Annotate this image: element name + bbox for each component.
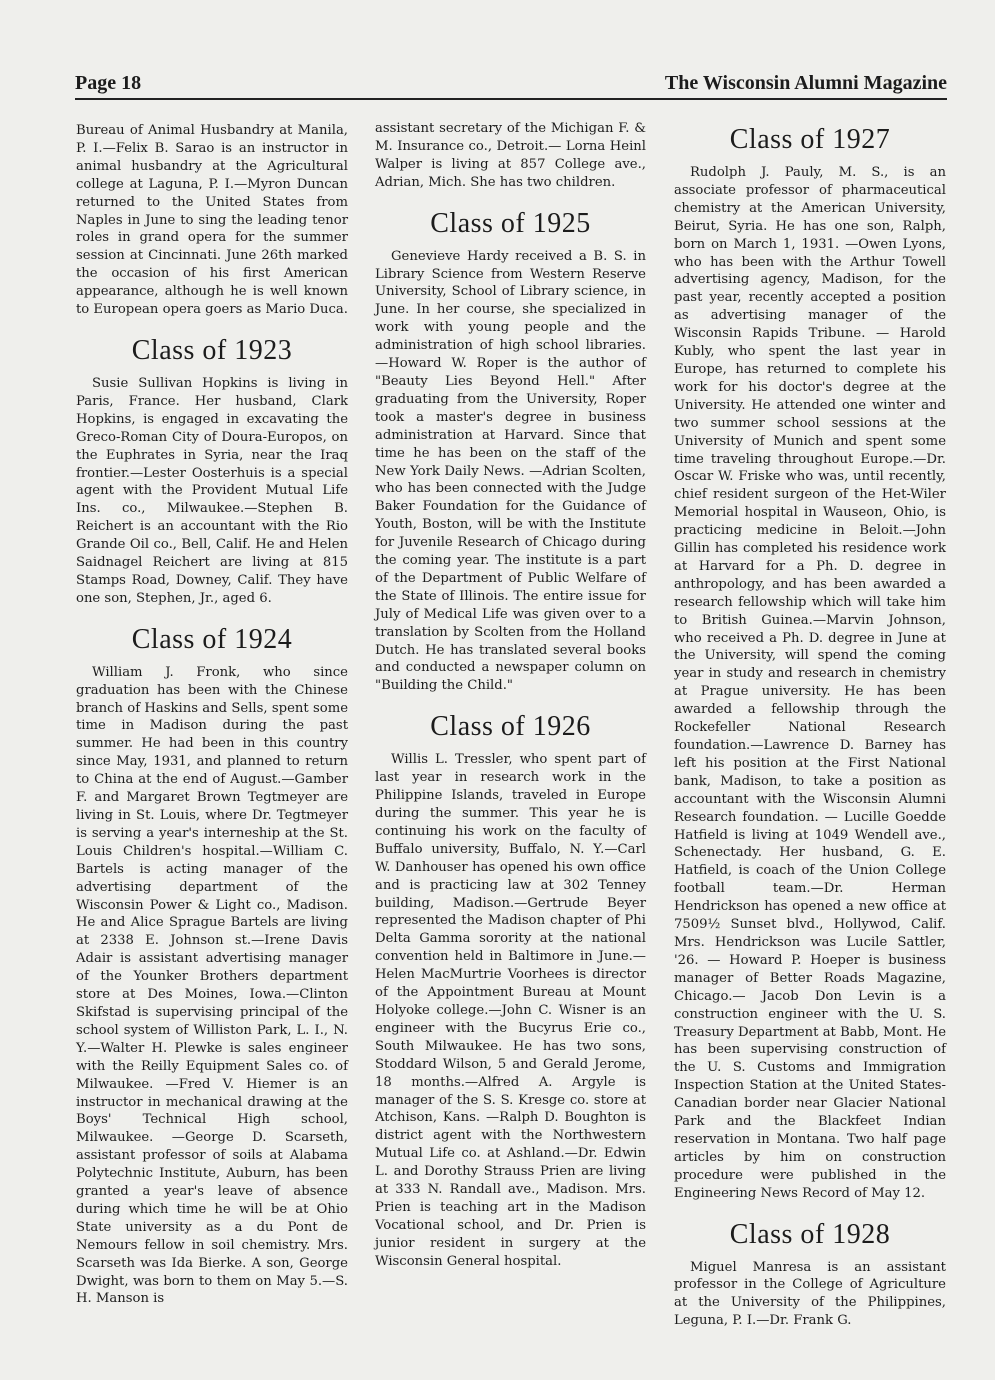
class-1923-paragraph: Susie Sullivan Hopkins is living in Paris, France. Her husband, Clark Hopkins, is engaged in excavating the Greco-Roman City of Doura-Europos, on the Euphrates in Syria, near the Iraq frontier.—Lester Oosterhuis is a special agent with the Provident Mutual Life Ins. co., Milwaukee.—Stephen B. Reichert is an accountant with the Rio Grande Oil co., Bell, Calif. He and Helen Saidnagel Reichert are living at 815 Stamps Road, Downey, Calif. They have one son, Stephen, Jr., aged 6. (76, 375, 348, 606)
class-1928-paragraph: Miguel Manresa is an assistant professor in the College of Agriculture at the University of the Philippines, Leguna, P. I.—Dr. Frank G. (674, 1259, 946, 1329)
col1-intro-paragraph: Bureau of Animal Husbandry at Manila, P. I.—Felix B. Sarao is an instructor in animal husbandry at the Agricultural college at Laguna, P. I.—Myron Duncan returned to the United States from Naples in June to sing the leading tenor roles in grand opera for the summer session at Cincinnati. June 26th marked the occasion of his first American appearance, although he is well known to European opera goers as Mario Duca. (76, 123, 348, 318)
column-middle (375, 120, 646, 1271)
page-header (75, 72, 947, 100)
col2-intro-paragraph: assistant secretary of the Michigan F. & M. Insurance co., Detroit.— Lorna Heinl Walper is living at 857 College ave., Adrian, Mich. She has two children. (375, 121, 646, 190)
heading-class-1924: Class of 1924 (131, 623, 293, 655)
heading-class-1925: Class of 1925 (430, 207, 591, 239)
page-number: Page 18 (75, 72, 142, 94)
column-left (76, 122, 348, 1308)
heading-class-1926: Class of 1926 (430, 711, 591, 743)
class-1925-paragraph: Genevieve Hardy received a B. S. in Library Science from Western Reserve University, School of Library science, in June. In her course, she specialized in work with young people and the administration of high school libraries. —Howard W. Roper is the author of "Beauty Lies Beyond Hell." After graduating from the University, Roper took a master's degree in business administration at Harvard. Since that time he has been on the staff of the New York Daily News. —Adrian Scolten, who has been connected with the Judge Baker Foundation for the Guidance of Youth, Boston, will be with the Institute for Juvenile Research of Chicago during the coming year. The institute is a part of the Department of Public Welfare of the State of Illinois. The entire issue for July of Medical Life was given over to a translation by Scolten from the Holland Dutch. He has translated several books and conducted a newspaper column on "Building the Child." (375, 248, 646, 694)
heading-class-1923: Class of 1923 (131, 334, 293, 366)
heading-class-1927: Class of 1927 (729, 124, 891, 155)
class-1926-paragraph: Willis L. Tressler, who spent part of last year in research work in the Philippine Islands, traveled in Europe during the summer. This year he is continuing his work on the faculty of Buffalo university, Buffalo, N. Y.—Carl W. Danhouser has opened his own office and is practicing law at 302 Tenney building, Madison.—Gertrude Beyer represented the Madison chapter of Phi Delta Gamma sorority at the national convention held in Baltimore in June.—Helen MacMurtrie Voorhees is director of the Appointment Bureau at Mount Holyoke college.—John C. Wisner is an engineer with the Bucyrus Erie co., South Milwaukee. He has two sons, Stoddard Wilson, 5 and Gerald Jerome, 18 months.—Alfred A. Argyle is manager of the S. S. Kresge co. store at Atchison, Kans. —Ralph D. Boughton is district agent with the Northwestern Mutual Life co. at Ashland.—Dr. Edwin L. and Dorothy Strauss Prien are living at 333 N. Randall ave., Madison. Mrs. Prien is teaching art in the Madison Vocational school, and Dr. Prien is junior resident in surgery at the Wisconsin General hospital. (375, 752, 646, 1269)
class-1924-paragraph: William J. Fronk, who since graduation has been with the Chinese branch of Haskins and Sells, spent some time in Madison during the past summer. He had been in this country since May, 1931, and planned to return to China at the end of August.—Gamber F. and Margaret Brown Tegtmeyer are living in St. Louis, where Dr. Tegtmeyer is serving a year's interneship at the St. Louis Children's hospital.—William C. Bartels is acting manager of the advertising department of the Wisconsin Power & Light co., Madison. He and Alice Sprague Bartels are living at 2338 E. Johnson st.—Irene Davis Adair is assistant advertising manager of the Younker Brothers department store at Des Moines, Iowa.—Clinton Skifstad is supervising principal of the school system of Williston Park, L. I., N. Y.—Walter H. Plewke is sales engineer with the Reilly Equipment Sales co. of Milwaukee. —Fred V. Hiemer is an instructor in mechanical drawing at the Boys' Technical High school, Milwaukee. —George D. Scarseth, assistant professor of soils at Alabama Polytechnic Institute, Auburn, has been granted a year's leave of absence during which time he will be at Ohio State university as a du Pont de Nemours fellow in soil chemistry. Mrs. Scarseth was Ida Bierke. A son, George Dwight, was born to them on May 5.—S. H. Manson is (76, 664, 348, 1307)
column-right (674, 120, 946, 1330)
heading-class-1928: Class of 1928 (729, 1218, 891, 1250)
class-1927-paragraph: Rudolph J. Pauly, M. S., is an associate professor of pharmaceutical chemistry at the American University, Beirut, Syria. He has one son, Ralph, born on March 1, 1931. —Owen Lyons, who has been with the Arthur Towell advertising agency, Madison, for the past year, recently accepted a position as advertising manager of the Wisconsin Rapids Tribune. — Harold Kubly, who spent the last year in Europe, has returned to complete his work for his doctor's degree at the University. He attended one winter and two summer school sessions at the University of Munich and spent some time traveling throughout Europe.—Dr. Oscar W. Friske who was, until recently, chief resident surgeon of the Het-Wiler Memorial hospital in Wauseon, Ohio, is practicing medicine in Beloit.—John Gillin has completed his residence work at Harvard for a Ph. D. degree in anthropology, and has been awarded a research fellowship which will take him to British Guinea.—Marvin Johnson, who received a Ph. D. degree in June at the University, will spend the coming year in study and research in chemistry at Prague university. He has been awarded a fellowship through the Rockefeller National Research foundation.—Lawrence D. Barney has left his position at the First National bank, Madison, to take a position as accountant with the Wisconsin Alumni Research foundation. — Lucille Goedde Hatfield is living at 1049 Wendell ave., Schenectady. Her husband, G. E. Hatfield, is coach of the Union College football team.—Dr. Herman Hendrickson has opened a new office at 7509½ Sunset blvd., Hollywod, Calif. Mrs. Hendrickson was Lucile Sattler, '26. — Howard P. Hoeper is business manager of Better Roads Magazine, Chicago.— Jacob Don Levin is a construction engineer with the U. S. Treasury Department at Babb, Mont. He has been supervising construction of the U. S. Customs and Immigration Inspection Station at the United States-Canadian border near Glacier National Park and the Blackfeet Indian reservation in Montana. Two half page articles by him on construction procedure were published in the Engineering News Record of May 12. (674, 165, 946, 1201)
magazine-title: The Wisconsin Alumni Magazine (664, 72, 947, 94)
